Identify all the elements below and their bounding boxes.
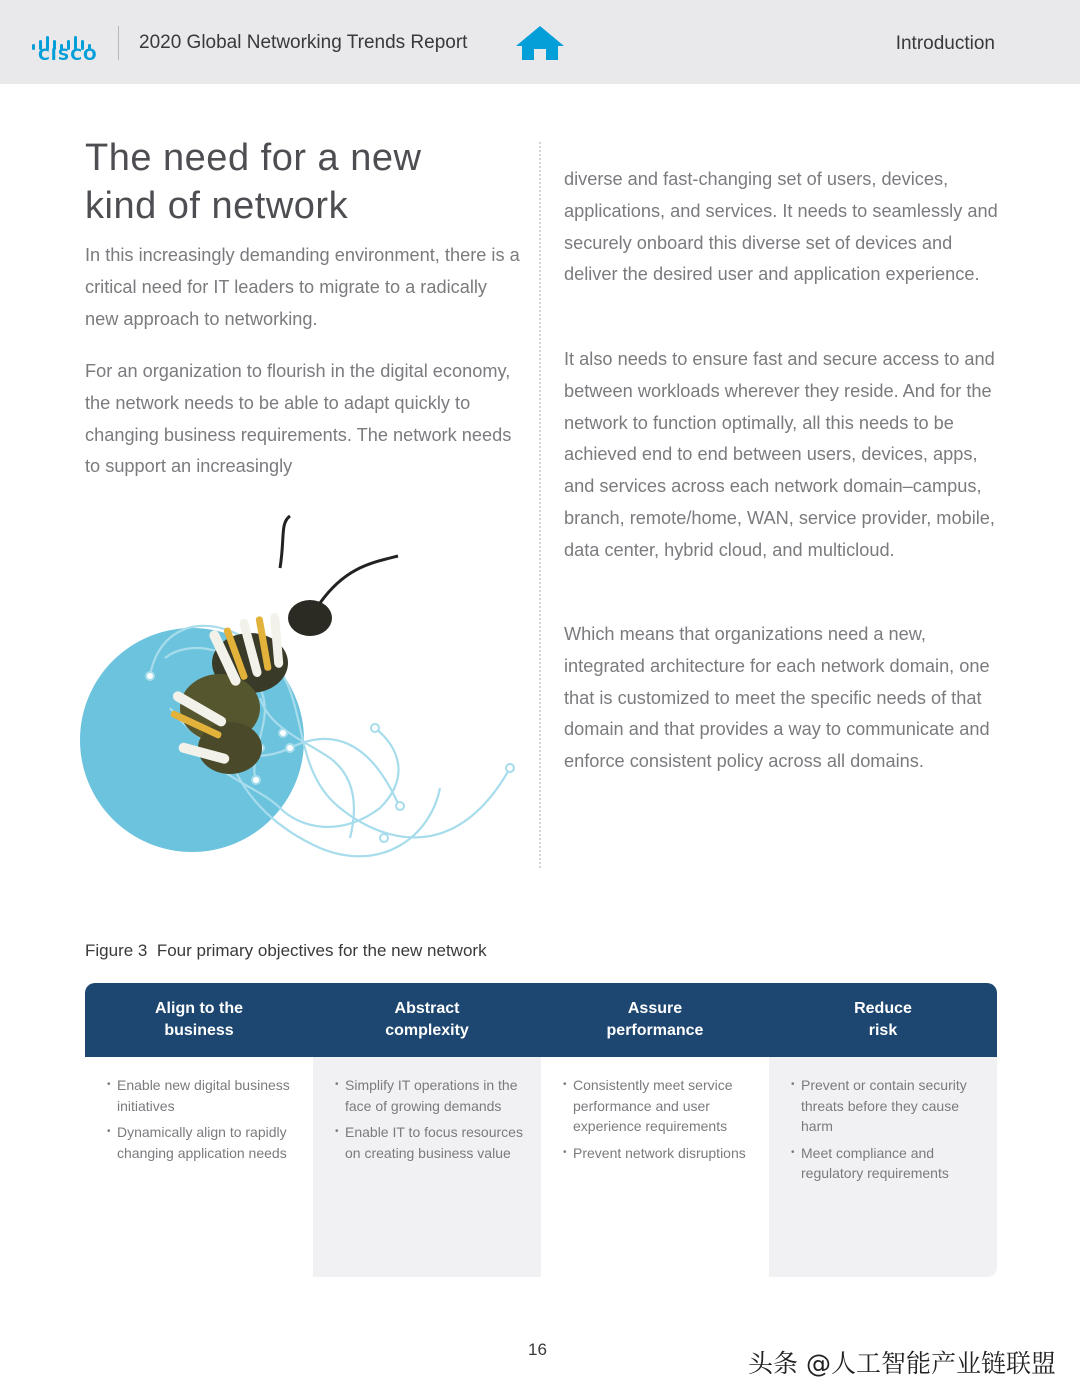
objective-header-abstract [313,983,541,1057]
figure-caption [85,941,487,961]
objective-bullet: • Enable new digital business initiatives [107,1075,299,1116]
right-paragraph-2: It also needs to ensure fast and secure access to and between workloads wherever they reside. And for the network to function optimally, all this needs to be achieved end to end between users, devices, apps, and services across each network domain–campus, branch, remote/home, WAN, service provider, mobile, data center, hybrid cloud, and multicloud. [564,349,995,560]
objective-bullet: • Prevent network disruptions [563,1143,755,1164]
objective-title-line: Reduce [854,1000,912,1017]
heading-line-1: The need for a new [85,137,422,179]
figure-title: Four primary objectives for the new network [156,941,487,960]
objective-title-line: business [164,1022,234,1039]
objective-bullet: • Meet compliance and regulatory requirements [791,1143,983,1184]
objective-bullet: • Dynamically align to rapidly changing application needs [107,1122,299,1163]
source-watermark: 头条 @人工智能产业链联盟 [748,1349,1056,1378]
page-heading [85,134,515,230]
report-title: 2020 Global Networking Trends Report [139,32,468,53]
logo-wordmark: CISCO [38,45,98,64]
objective-title-line: Align to the [155,1000,243,1017]
report-header [0,0,1080,84]
column-divider [539,142,541,868]
header-divider [118,26,119,60]
left-paragraph-1: In this increasingly demanding environment, there is a critical need for IT leaders to migrate to a radically new approach to networking. [85,245,520,329]
objective-header-align [85,983,313,1057]
objective-column-abstract [313,1057,541,1277]
objective-title-line: performance [606,1022,704,1039]
right-paragraph-1: diverse and fast-changing set of users, devices, applications, and services. It needs to seamlessly and securely onboard this diverse set of devices and deliver the desired user and application experience. [564,169,998,285]
objective-header-assure [541,983,769,1057]
figure-body-row [85,1057,997,1277]
heading-line-2: kind of network [85,185,349,227]
objective-bullet: • Prevent or contain security threats before they cause harm [791,1075,983,1137]
objective-column-align [85,1057,313,1277]
caterpillar-illustration [80,508,530,888]
figure-header-row [85,983,997,1057]
objective-bullet: • Consistently meet service performance and user experience requirements [563,1075,755,1137]
objective-column-assure [541,1057,769,1277]
objective-title-line: risk [868,1022,898,1039]
page-number: 16 [528,1340,547,1359]
objective-column-reduce [769,1057,997,1277]
objective-title-line: Abstract [394,1000,460,1017]
figure-label: Figure 3 [85,941,148,960]
objective-bullet: • Simplify IT operations in the face of growing demands [335,1075,527,1116]
objective-bullet: • Enable IT to focus resources on creating business value [335,1122,527,1163]
objective-title-line: complexity [385,1022,469,1039]
right-paragraph-3: Which means that organizations need a new, integrated architecture for each network domain, one that is customized to meet the specific needs of that domain and that provides a way to communicate and enforce consistent policy across all domains. [564,624,990,772]
section-link-introduction[interactable]: Introduction [895,33,995,54]
objective-header-reduce [769,983,997,1057]
left-paragraph-2: For an organization to flourish in the digital economy, the network needs to be able to adapt quickly to changing business requirements. The network needs to support an increasingly [85,361,512,477]
objective-title-line: Assure [627,1000,683,1017]
home-icon[interactable] [514,24,566,62]
